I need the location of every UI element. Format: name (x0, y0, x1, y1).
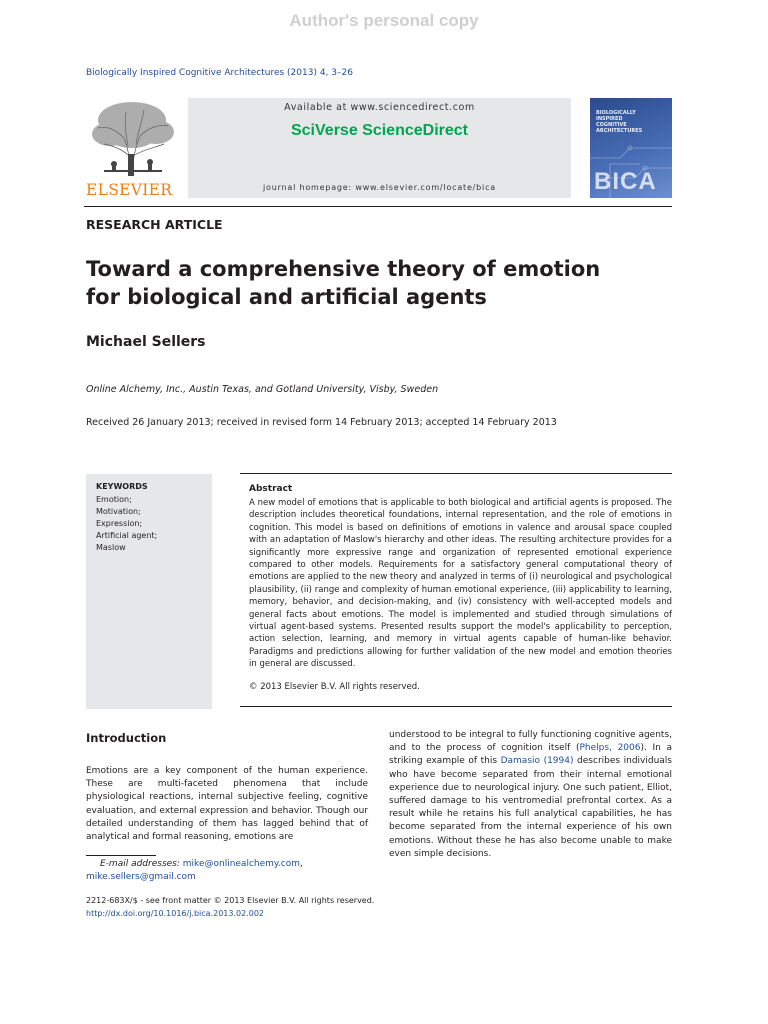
intro-left-paragraph: Emotions are a key component of the human experience. These are multi-faceted phenomena that include physiological reactions, internal subjective feeling, cognitive evaluation, and external expression and behavior. Though our detailed understanding of them has lagged behind that of analytical and formal reasoning, emotions are (86, 766, 368, 843)
doi-link[interactable]: http://dx.doi.org/10.1016/j.bica.2013.02.002 (86, 909, 264, 918)
keyword-item: Maslow (96, 543, 126, 552)
footnote-rule (86, 855, 156, 856)
email-link[interactable]: mike@onlinealchemy.com (182, 859, 301, 869)
keywords-title: KEYWORDS (96, 482, 148, 491)
introduction-heading: Introduction (86, 731, 167, 745)
abstract-copyright: © 2013 Elsevier B.V. All rights reserved. (249, 682, 420, 692)
journal-cover-image (590, 98, 672, 198)
author-name: Michael Sellers (86, 334, 206, 350)
journal-homepage-text[interactable]: journal homepage: www.elsevier.com/locate/bica (263, 183, 496, 192)
footnote-email: E-mail addresses: mike@onlinealchemy.com, mike.sellers@gmail.com (86, 859, 303, 882)
abstract-heading: Abstract (249, 484, 293, 494)
email-label: E-mail addresses: (100, 859, 180, 869)
article-title (86, 255, 646, 311)
title-line-2: for biological and artificial agents (86, 285, 487, 309)
intro-right-paragraph: understood to be integral to fully functioning cognitive agents, and to the process of cognition itself (Phelps, 2006). In a striking example of this Damasio (1994) describes individuals who have become separated from their internal emotional experience due to neurological injury. One such patient, Elliot, suffered damage to his ventromedial prefrontal cortex. As a result while he retains his full analytical capabilities, he has become separated from the internal experience of his own emotions. Without these he has also become unable to make even simple decisions. (389, 730, 673, 859)
citation-link[interactable]: Phelps, 2006 (579, 743, 641, 754)
elsevier-wordmark: ELSEVIER (86, 181, 173, 199)
keywords-list (96, 494, 157, 554)
citation-link[interactable]: Damasio (1994) (500, 756, 574, 767)
article-dates: Received 26 January 2013; received in revised form 14 February 2013; accepted 14 February 2013 (86, 417, 557, 428)
available-at-text[interactable]: Available at www.sciencedirect.com (284, 102, 475, 113)
watermark: Author's personal copy (289, 11, 479, 30)
journal-header-box (188, 98, 571, 198)
cover-bica-text: BICA (594, 168, 657, 195)
keyword-item: Emotion; (96, 495, 132, 504)
cover-title: BIOLOGICALLY INSPIRED COGNITIVE ARCHITECTURES (596, 110, 643, 134)
keyword-item: Artificial agent; (96, 531, 158, 540)
abstract-text: A new model of emotions that is applicable to both biological and artificial agents is proposed. The description includes theoretical foundations, internal representation, and the role of emotions in cognition. This model is based on definitions of emotions in valence and arousal space coupled with an adaptation of Maslow's hierarchy and other ideas. The resulting architecture provides for a significantly more expressive range and organization of represented emotional experience compared to other models. Requirements for a satisfactory general computational theory of emotions are applied to the new theory and analyzed in terms of (i) neurological and psychological plausibility, (ii) range and complexity of human emotional experience, (iii) applicability to learning, memory, behavior, and decision-making, and (iv) consistency with well-accepted models and general facts about emotions. The model is implemented and studied through simulations of virtual agent-based systems. Presented results support the model's applicability to perception, action selection, learning, and memory in virtual agents capable of human-like behavior. Paradigms and predictions allowing for further validation of the new model and emotion theories in general are discussed. (249, 498, 672, 670)
keywords-box (86, 474, 212, 709)
author-affiliation: Online Alchemy, Inc., Austin Texas, and Gotland University, Visby, Sweden (86, 384, 439, 395)
elsevier-logo (84, 98, 180, 198)
keyword-item: Expression; (96, 519, 143, 528)
article-type: RESEARCH ARTICLE (86, 217, 223, 232)
journal-reference[interactable]: Biologically Inspired Cognitive Architectures (2013) 4, 3–26 (86, 68, 353, 78)
sciencedirect-brand: SciVerse ScienceDirect (290, 122, 468, 139)
email-link[interactable]: mike.sellers@gmail.com (86, 872, 196, 882)
header-divider (84, 206, 672, 207)
abstract-bottom-rule (240, 706, 672, 707)
title-line-1: Toward a comprehensive theory of emotion (86, 257, 601, 281)
keyword-item: Motivation; (96, 507, 141, 516)
abstract-top-rule (240, 473, 672, 474)
elsevier-tree-icon (84, 98, 180, 178)
front-matter-text: 2212-683X/$ - see front matter © 2013 Elsevier B.V. All rights reserved. (86, 896, 375, 905)
